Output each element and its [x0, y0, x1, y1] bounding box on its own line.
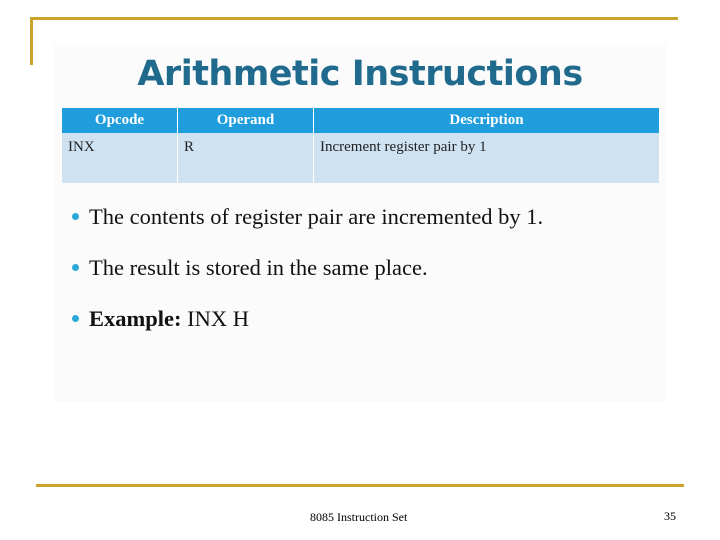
bullet-dot-icon	[72, 315, 79, 322]
bullet-dot-icon	[72, 264, 79, 271]
cell-operand: R	[178, 133, 314, 183]
bullet-item	[72, 253, 543, 304]
page-number: 35	[664, 509, 676, 523]
bottom-frame-line	[36, 484, 684, 487]
instruction-table	[62, 108, 660, 183]
table-row	[62, 133, 660, 183]
slide-image	[54, 44, 666, 402]
table-header-row	[62, 108, 660, 133]
header-description: Description	[314, 108, 660, 133]
slide-title: Arithmetic Instructions	[137, 54, 583, 94]
top-frame-line	[30, 17, 678, 20]
example-text: INX H	[181, 306, 249, 331]
footer-title: 8085 Instruction Set	[310, 510, 408, 524]
bullet-list	[72, 202, 543, 355]
example-label: Example:	[89, 306, 182, 331]
bullet-item	[72, 304, 543, 355]
left-frame-line	[30, 17, 33, 65]
cell-description: Increment register pair by 1	[314, 133, 660, 183]
bullet-text: The contents of register pair are incremented by 1.	[89, 204, 544, 229]
header-operand: Operand	[178, 108, 314, 133]
cell-opcode: INX	[62, 133, 178, 183]
bullet-item	[72, 202, 543, 253]
header-opcode: Opcode	[62, 108, 178, 133]
bullet-text: The result is stored in the same place.	[89, 255, 428, 280]
bullet-dot-icon	[72, 213, 79, 220]
